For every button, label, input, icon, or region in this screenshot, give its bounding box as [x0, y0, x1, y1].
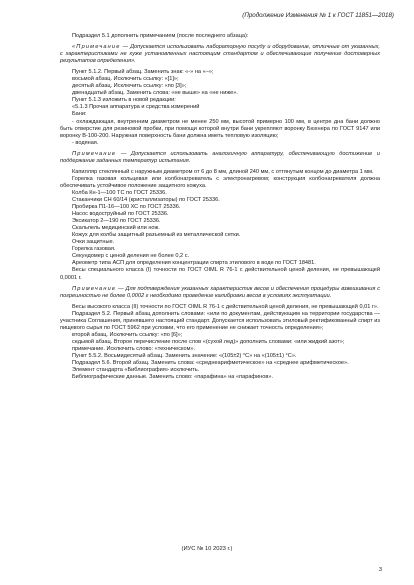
paragraph: [60, 267, 380, 281]
note-paragraph: [60, 286, 380, 300]
paragraph-text: примечание. Исключить слово: «техническом».: [72, 345, 196, 352]
paragraph-text: - водяная.: [72, 139, 99, 146]
paragraph: [60, 239, 380, 246]
paragraph-text: Горелка газовая кольцевая или колбонагреватель с электронагревом; конструкция колбонагревателя должна обеспечивать устойчивое положение защитного кожуха.: [60, 175, 380, 189]
paragraph-text: Ареометр типа АСП для определения концентрации спирта этилового в воде по ГОСТ 18481.: [72, 260, 316, 267]
paragraph: [60, 104, 380, 111]
paragraph-text: Подраздел 5.1 дополнить примечанием (после последнего абзаца):: [72, 33, 249, 39]
note-lead: Примечание: [72, 285, 117, 292]
paragraph: [60, 169, 380, 176]
paragraph: [60, 374, 380, 381]
paragraph: [60, 211, 380, 218]
paragraph-text: Стаканчики СН 60/14 (кристаллизаторы) по ГОСТ 25336.: [72, 196, 220, 203]
document-body: [60, 33, 380, 381]
paragraph-text: двенадцатый абзац. Заменить слова: «не выше» на «не ниже».: [72, 90, 238, 97]
paragraph: [60, 111, 380, 118]
paragraph-text: Бани:: [72, 111, 87, 118]
paragraph: [60, 253, 380, 260]
ius-footer: (ИУС № 10 2023 г.): [181, 546, 233, 552]
paragraph-text: Скальпель медицинский или нож.: [72, 225, 160, 232]
paragraph-text: Кожух для колбы защитный разъемный из металлической сетки.: [72, 232, 241, 239]
paragraph-text: «5.1.3 Прочая аппаратура и средства измерений: [72, 104, 200, 111]
paragraph-text: - охлаждающая, внутренним диаметром не менее 250 мм, высотой примерно 100 мм, в центре дна бани должно быть отверстие для резиновой пробки, при помощи которой внутри бани укрепляют воронку Бюхнера по ГОСТ 9147 или воронку В-100-200. Наружная поверхность бани должна иметь тепловую изоляцию;: [60, 118, 380, 139]
paragraph-text: Горелка газовая.: [72, 246, 116, 253]
paragraph-text: Очки защитные.: [72, 239, 115, 246]
paragraph-text: — Допускается использовать аналогичную аппаратуру, обеспечивающую достижение и поддержание заданных температур испытания.: [60, 150, 380, 164]
paragraph-text: Капилляр стеклянный с наружным диаметром от 6 до 8 мм, длиной 240 мм, с оттянутым концом до диаметра 1 мм.: [72, 168, 374, 175]
paragraph-text: восьмой абзац. Исключить ссылку: «[1]»;: [72, 76, 179, 83]
paragraph-text: Подраздел 5.6. Второй абзац. Заменить слова: «среднеарифметическое» на «среднее арифметическое».: [72, 360, 349, 367]
paragraph-text: — Допускается использовать лабораторную посуду и оборудование, отличные от указанных, с характеристиками не хуже установленных настоящим стандартом и обеспечивающие получение достоверных результатов определения».: [60, 44, 380, 65]
paragraph: [60, 346, 380, 353]
paragraph-text: Пробирка П1-16—100 ХС по ГОСТ 25336.: [72, 204, 181, 211]
paragraph: [60, 140, 380, 147]
paragraph: [60, 232, 380, 239]
paragraph-text: Эксикатор 2—190 по ГОСТ 25336.: [72, 218, 161, 225]
paragraph: [60, 119, 380, 140]
note-paragraph: [60, 151, 380, 165]
paragraph-text: Пункт 5.1.3 изложить в новой редакции:: [72, 97, 176, 104]
paragraph: [60, 33, 380, 40]
paragraph-text: второй абзац. Исключить ссылку: «по [6]»;: [72, 331, 183, 338]
paragraph-text: Пункт 5.5.2. Восьмидесятый абзац. Заменить значение: «(105±2) °C» на «(105±1) °C».: [72, 352, 297, 359]
paragraph: [60, 304, 380, 311]
note-lead: «Примечание: [72, 44, 121, 51]
paragraph-text: Библиографические данные. Заменить слово: «парафина» на «парафинов».: [72, 374, 273, 381]
paragraph: [60, 339, 380, 346]
paragraph-text: седьмой абзац. Второе перечисление после слов «(сухой лед)» дополнить словами: «или жидкий азот»;: [72, 338, 345, 345]
paragraph-text: — Для подтверждения указанных характеристик весов и обеспечения процедуры взвешивания с погрешностью не более 0,0002 г необходимо проведение калибровки весов в условиях эксплуатации.: [60, 285, 380, 299]
paragraph-text: Элемент стандарта «Библиография» исключить.: [72, 367, 200, 374]
paragraph-text: Секундомер с ценой деления не более 0,2 с.: [72, 253, 190, 260]
page-number: 3: [378, 567, 382, 573]
paragraph: [60, 367, 380, 374]
paragraph: [60, 176, 380, 190]
paragraph: [60, 360, 380, 367]
paragraph-text: Весы специального класса (I) точности по ГОСТ OIML R 76-1 с действительной ценой деления, не превышающей 0,0001 г.: [60, 267, 380, 281]
paragraph: [60, 197, 380, 204]
note-paragraph: [60, 44, 380, 65]
paragraph: [60, 311, 380, 332]
paragraph-text: Колба Кн-1—100 ТС по ГОСТ 25336.: [72, 189, 167, 196]
paragraph-text: десятый абзац. Исключить ссылку: «по [3]»;: [72, 83, 187, 90]
paragraph: [60, 332, 380, 339]
paragraph-text: Пункт 5.1.2. Первый абзац. Заменить знак: «-» на «–»;: [72, 69, 214, 76]
paragraph: [60, 190, 380, 197]
paragraph-text: Насос водоструйный по ГОСТ 25336.: [72, 211, 169, 218]
note-lead: Примечание: [72, 150, 117, 157]
paragraph-text: Весы высокого класса (II) точности по ГОСТ OIML R 76-1 с действительной ценой деления, не превышающей 0,01 г».: [72, 303, 379, 310]
paragraph-text: Подраздел 5.2. Первый абзац дополнить словами: «или по документам, действующим на территории государства — участника Соглашения, принявшего настоящий стандарт. Допускается использовать этиловый ректификованный спирт из пищевого сырья по ГОСТ 5962 при условии, что его применение не снижает точность определения»;: [60, 310, 380, 331]
running-header: (Продолжение Изменения № 1 к ГОСТ 11851—2018): [242, 12, 394, 19]
paragraph: [60, 353, 380, 360]
